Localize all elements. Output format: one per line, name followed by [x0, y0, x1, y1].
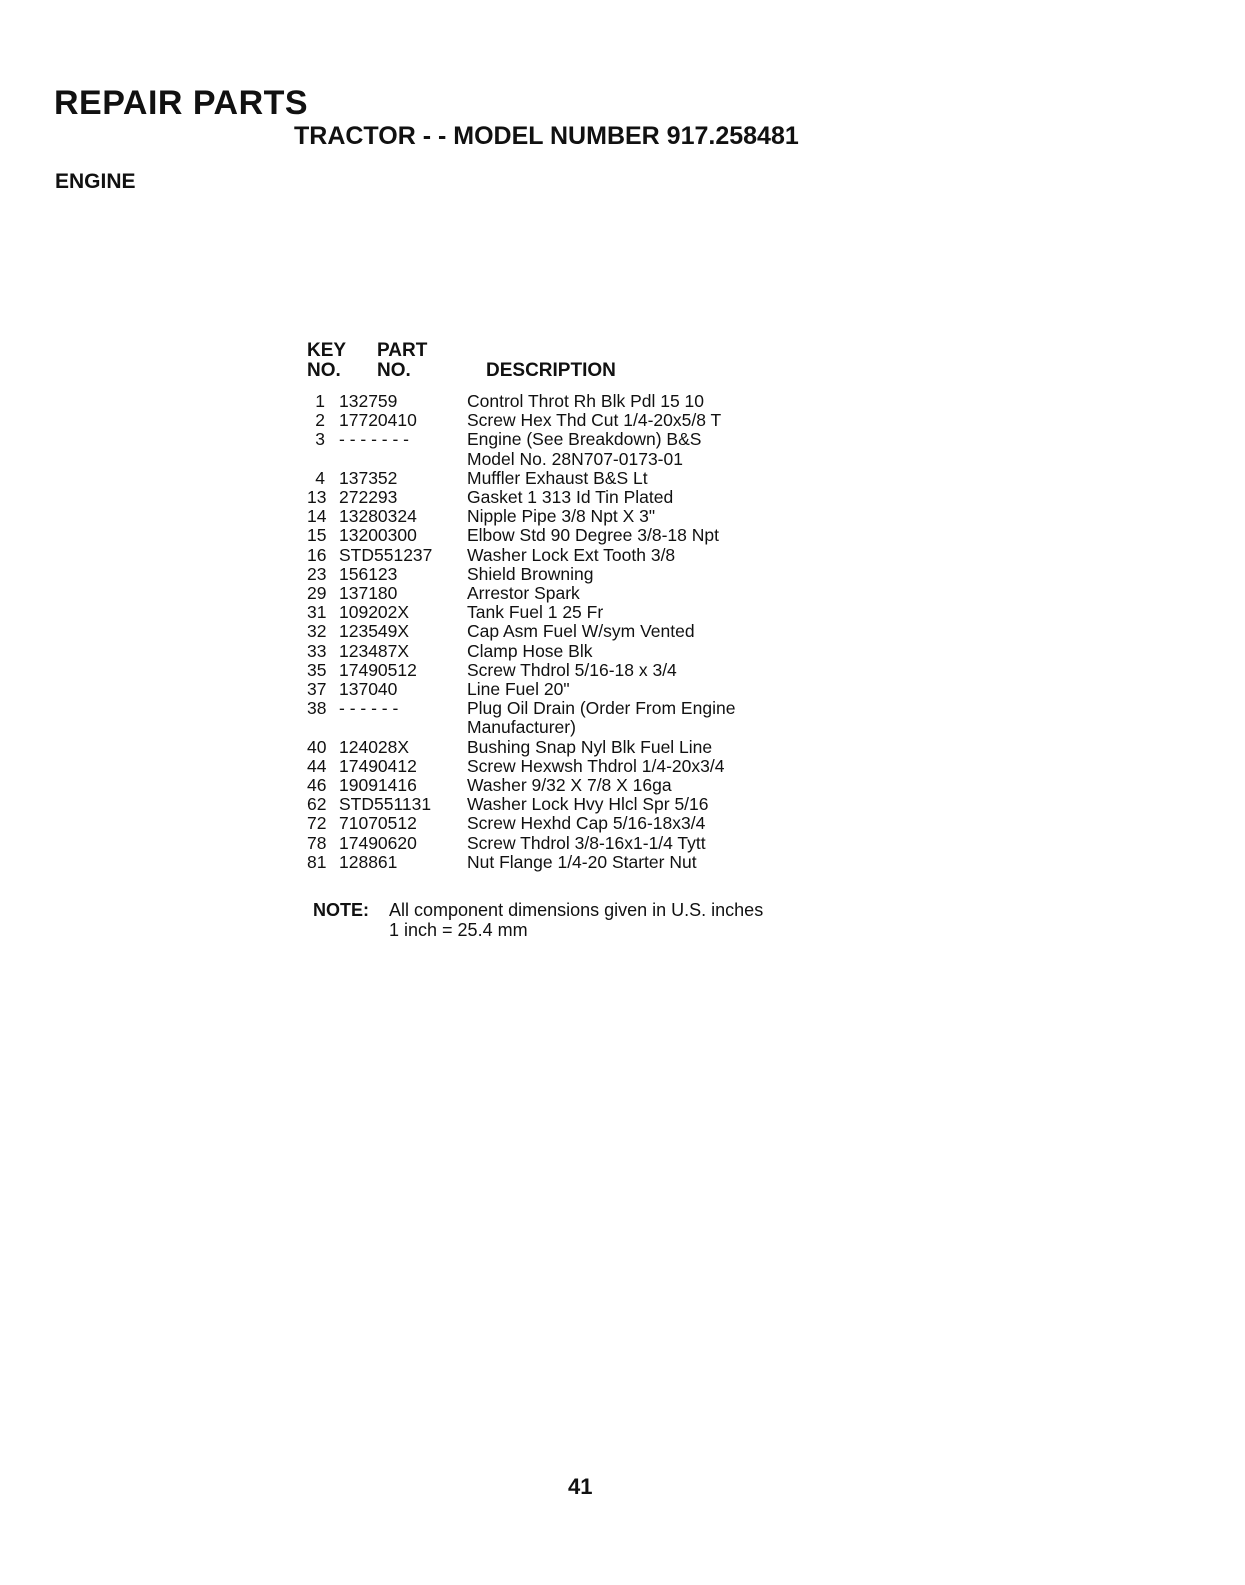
key-number: 37 [307, 679, 327, 700]
description-line: Nut Flange 1/4-20 Starter Nut [467, 851, 697, 872]
part-number: 17720410 [339, 410, 417, 431]
part-description [467, 680, 827, 699]
parts-table [307, 392, 827, 872]
column-header-key: KEY [307, 340, 347, 361]
part-number: 17490412 [339, 755, 417, 776]
key-number: 16 [307, 544, 327, 565]
description-line: Shield Browning [467, 563, 594, 584]
part-description [467, 469, 827, 488]
part-description [467, 738, 827, 757]
table-row [307, 853, 827, 872]
table-row [307, 795, 827, 814]
part-number: 272293 [339, 487, 398, 508]
part-number: 19091416 [339, 775, 417, 796]
description-line: Line Fuel 20" [467, 679, 570, 700]
part-number: 132759 [339, 391, 398, 411]
part-number: 17490512 [339, 659, 417, 680]
table-row [307, 738, 827, 757]
part-number: 137180 [339, 583, 398, 604]
table-row [307, 757, 827, 776]
key-number: 35 [307, 659, 327, 680]
description-line: Gasket 1 313 Id Tin Plated [467, 487, 674, 508]
table-row [307, 622, 827, 641]
key-number: 44 [307, 755, 327, 776]
description-line: Washer Lock Hvy Hlcl Spr 5/16 [467, 794, 709, 815]
table-row [307, 584, 827, 603]
key-number: 62 [307, 794, 327, 815]
part-description [467, 603, 827, 622]
part-number: 123487X [339, 640, 410, 661]
column-header-part: PART [377, 340, 428, 361]
part-description [467, 507, 827, 526]
key-number: 40 [307, 736, 327, 757]
part-number: 128861 [339, 851, 398, 872]
table-row [307, 680, 827, 699]
key-number: 78 [307, 832, 327, 853]
note-label: NOTE: [313, 900, 369, 920]
description-line: Manufacturer) [467, 717, 576, 738]
description-line: Washer Lock Ext Tooth 3/8 [467, 544, 676, 565]
part-description [467, 488, 827, 507]
key-number: 15 [307, 525, 327, 546]
part-description [467, 565, 827, 584]
part-number: STD551131 [339, 794, 432, 815]
description-line: Clamp Hose Blk [467, 640, 593, 661]
table-row [307, 392, 827, 411]
table-row [307, 699, 827, 737]
column-header-part-no: NO. [377, 360, 411, 381]
key-number: 72 [307, 813, 327, 834]
part-number: 13280324 [339, 506, 417, 527]
description-line: Control Throt Rh Blk Pdl 15 10 [467, 391, 705, 411]
description-line: Bushing Snap Nyl Blk Fuel Line [467, 736, 713, 757]
description-line: Arrestor Spark [467, 583, 580, 604]
part-number: - - - - - - [339, 698, 399, 719]
key-number: 46 [307, 775, 327, 796]
description-line: Screw Thdrol 5/16-18 x 3/4 [467, 659, 677, 680]
part-description [467, 584, 827, 603]
key-number: 38 [307, 698, 327, 719]
table-row [307, 814, 827, 833]
section-heading: ENGINE [55, 170, 136, 193]
part-number: 17490620 [339, 832, 417, 853]
key-number: 3 [315, 429, 325, 450]
key-number: 4 [315, 467, 325, 488]
description-line: Muffler Exhaust B&S Lt [467, 467, 648, 488]
key-number: 33 [307, 640, 327, 661]
description-line: Screw Thdrol 3/8-16x1-1/4 Tytt [467, 832, 706, 853]
part-description [467, 661, 827, 680]
description-line: Washer 9/32 X 7/8 X 16ga [467, 775, 672, 796]
part-description [467, 853, 827, 872]
description-line: Cap Asm Fuel W/sym Vented [467, 621, 695, 642]
key-number: 29 [307, 583, 327, 604]
part-description [467, 526, 827, 545]
table-row [307, 411, 827, 430]
table-row [307, 507, 827, 526]
description-line: Plug Oil Drain (Order From Engine [467, 698, 736, 719]
page-number: 41 [568, 1474, 593, 1499]
part-description [467, 392, 827, 411]
note-text-line2: 1 inch = 25.4 mm [389, 920, 528, 940]
note-text-line1: All component dimensions given in U.S. inches [389, 900, 764, 920]
part-number: 156123 [339, 563, 398, 584]
description-line: Screw Hex Thd Cut 1/4-20x5/8 T [467, 410, 722, 431]
column-header-description: DESCRIPTION [486, 360, 616, 381]
part-number: 123549X [339, 621, 410, 642]
key-number: 32 [307, 621, 327, 642]
part-number: 137040 [339, 679, 398, 700]
key-number: 2 [315, 410, 325, 431]
description-line: Tank Fuel 1 25 Fr [467, 602, 604, 623]
part-description [467, 642, 827, 661]
table-row [307, 776, 827, 795]
description-line: Screw Hexhd Cap 5/16-18x3/4 [467, 813, 706, 834]
part-description [467, 757, 827, 776]
model-subtitle: TRACTOR - - MODEL NUMBER 917.258481 [294, 122, 799, 150]
table-row [307, 469, 827, 488]
part-number: 13200300 [339, 525, 417, 546]
part-description [467, 814, 827, 833]
table-row [307, 488, 827, 507]
table-row [307, 834, 827, 853]
table-row [307, 642, 827, 661]
description-line: Screw Hexwsh Thdrol 1/4-20x3/4 [467, 755, 725, 776]
description-line: Elbow Std 90 Degree 3/8-18 Npt [467, 525, 719, 546]
key-number: 81 [307, 851, 327, 872]
part-number: 124028X [339, 736, 410, 757]
part-number: 109202X [339, 602, 410, 623]
part-description [467, 699, 827, 737]
key-number: 23 [307, 563, 327, 584]
page-title: REPAIR PARTS [54, 84, 309, 122]
description-line: Engine (See Breakdown) B&S [467, 429, 702, 450]
part-number: 71070512 [339, 813, 417, 834]
table-row [307, 565, 827, 584]
column-header-key-no: NO. [307, 360, 341, 381]
key-number: 1 [315, 391, 325, 411]
part-description [467, 411, 827, 430]
part-description [467, 430, 827, 468]
key-number: 31 [307, 602, 327, 623]
part-number: STD551237 [339, 544, 433, 565]
description-line: Model No. 28N707-0173-01 [467, 448, 683, 469]
part-description [467, 622, 827, 641]
part-number: - - - - - - - [339, 429, 409, 450]
description-line: Nipple Pipe 3/8 Npt X 3" [467, 506, 656, 527]
part-description [467, 776, 827, 795]
part-description [467, 795, 827, 814]
part-description [467, 834, 827, 853]
table-row [307, 603, 827, 622]
table-row [307, 661, 827, 680]
part-description [467, 546, 827, 565]
key-number: 14 [307, 506, 327, 527]
table-row [307, 430, 827, 468]
table-row [307, 546, 827, 565]
key-number: 13 [307, 487, 327, 508]
table-row [307, 526, 827, 545]
part-number: 137352 [339, 467, 398, 488]
